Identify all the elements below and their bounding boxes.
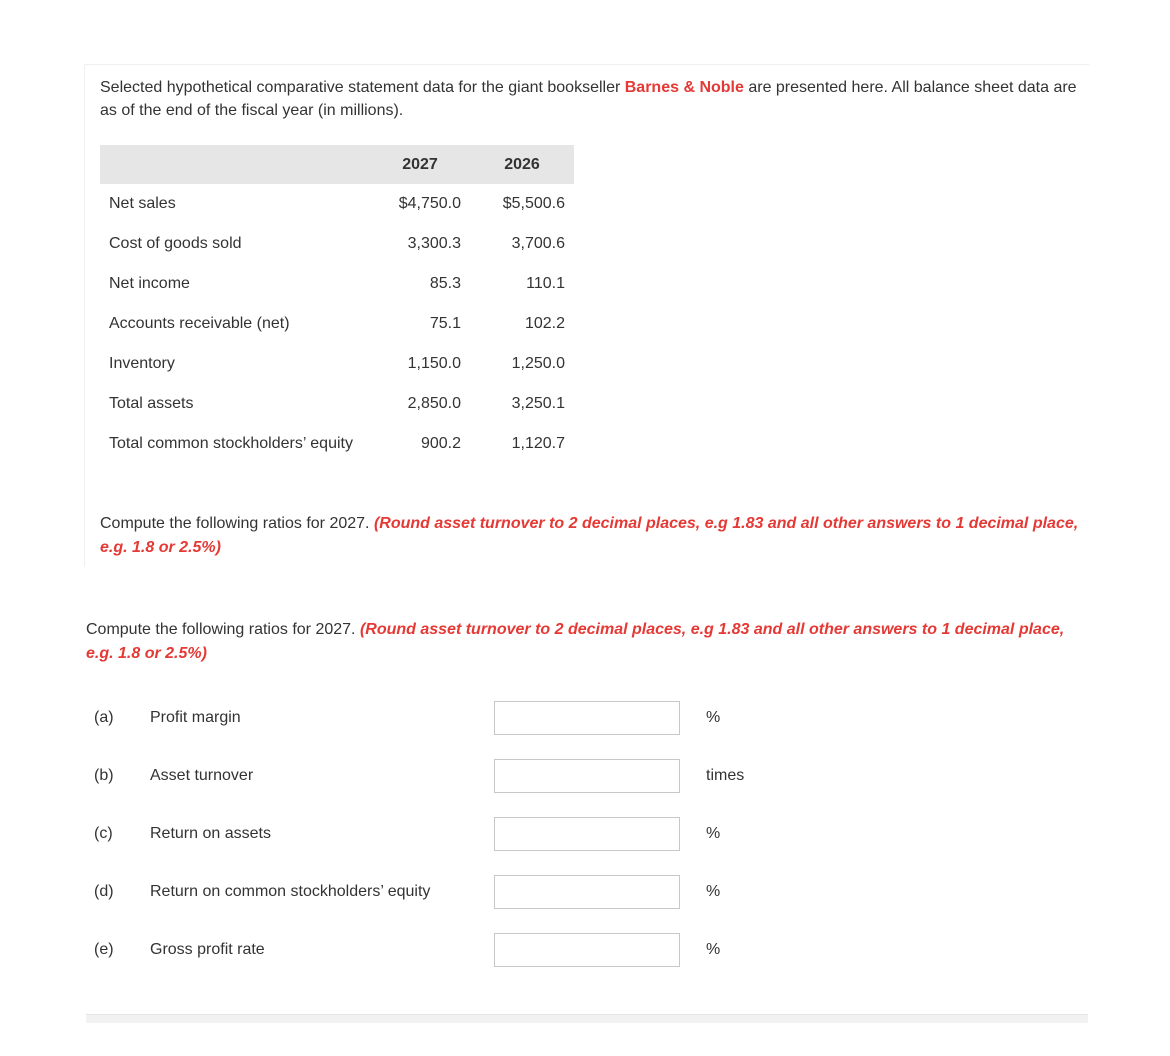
row-label: Net sales <box>109 195 176 212</box>
ratio-letter: (d) <box>94 883 114 900</box>
table-row <box>100 384 574 424</box>
comparative-data-table <box>100 145 574 464</box>
row-value-2027: 1,150.0 <box>407 355 461 372</box>
profit-margin-input[interactable] <box>494 701 680 735</box>
row-value-2027: 85.3 <box>429 275 461 292</box>
row-value-2026: 3,250.1 <box>511 395 565 412</box>
problem-intro <box>100 76 1090 122</box>
row-value-2027: 3,300.3 <box>407 235 461 252</box>
ratio-row-return-on-assets <box>86 817 1086 853</box>
row-value-2026: 110.1 <box>526 275 565 292</box>
ratio-name: Profit margin <box>150 709 241 726</box>
ratio-row-asset-turnover <box>86 759 1086 795</box>
ratio-name: Gross profit rate <box>150 941 265 958</box>
instructions-text: Compute the following ratios for 2027. <box>100 515 374 532</box>
row-value-2027: 2,850.0 <box>407 395 461 412</box>
return-on-equity-input[interactable] <box>494 875 680 909</box>
row-value-2027: 900.2 <box>420 435 461 452</box>
ratio-row-gross-profit-rate <box>86 933 1086 969</box>
ratio-unit: % <box>706 941 721 958</box>
instructions-emphasis: (Round asset turnover to 2 decimal places, e.g 1.83 and all other answers to 1 decimal place, e.g. 1.8 or 2.5%) <box>100 515 1079 556</box>
ratio-unit: times <box>706 767 745 784</box>
ratio-letter: (c) <box>94 825 113 842</box>
row-value-2026: 1,120.7 <box>511 435 565 452</box>
gross-profit-rate-input[interactable] <box>494 933 680 967</box>
ratio-row-profit-margin <box>86 701 1086 737</box>
table-header-row <box>100 145 574 184</box>
row-label: Accounts receivable (net) <box>109 315 290 332</box>
instructions-answer-section <box>86 618 1086 666</box>
ratio-letter: (b) <box>94 767 114 784</box>
intro-text-after: are presented here. All balance sheet data are as of the end of the fiscal year (in millions). <box>100 79 1077 119</box>
ratio-letter: (e) <box>94 941 114 958</box>
row-label: Total common stockholders’ equity <box>109 435 353 452</box>
intro-text-before: Selected hypothetical comparative statement data for the giant bookseller <box>100 79 625 96</box>
intro-brand: Barnes & Noble <box>624 79 744 96</box>
ratio-unit: % <box>706 883 721 900</box>
row-label: Cost of goods sold <box>109 235 242 252</box>
row-value-2026: 102.2 <box>524 315 565 332</box>
row-value-2027: $4,750.0 <box>398 195 461 212</box>
header-label <box>100 145 370 184</box>
instructions-emphasis: (Round asset turnover to 2 decimal places, e.g 1.83 and all other answers to 1 decimal place, e.g. 1.8 or 2.5%) <box>86 621 1065 662</box>
row-value-2026: 3,700.6 <box>511 235 565 252</box>
bottom-divider <box>86 1014 1088 1023</box>
ratio-name: Return on common stockholders’ equity <box>150 883 431 900</box>
instructions-text: Compute the following ratios for 2027. <box>86 621 360 638</box>
header-2027: 2027 <box>402 155 438 173</box>
table-row <box>100 224 574 264</box>
ratio-name: Return on assets <box>150 825 271 842</box>
row-value-2026: $5,500.6 <box>502 195 565 212</box>
ratio-name: Asset turnover <box>150 767 254 784</box>
table-row <box>100 184 574 224</box>
row-label: Net income <box>109 275 190 292</box>
row-label: Inventory <box>109 355 175 372</box>
row-value-2027: 75.1 <box>429 315 461 332</box>
return-on-assets-input[interactable] <box>494 817 680 851</box>
ratio-letter: (a) <box>94 709 114 726</box>
table-row <box>100 304 574 344</box>
ratio-unit: % <box>706 825 721 842</box>
header-2026: 2026 <box>504 155 540 173</box>
table-row <box>100 424 574 464</box>
table-row <box>100 344 574 384</box>
asset-turnover-input[interactable] <box>494 759 680 793</box>
row-label: Total assets <box>109 395 194 412</box>
table-row <box>100 264 574 304</box>
ratio-unit: % <box>706 709 721 726</box>
instructions-panel <box>100 512 1080 560</box>
ratio-row-return-on-equity <box>86 875 1086 911</box>
row-value-2026: 1,250.0 <box>511 355 565 372</box>
